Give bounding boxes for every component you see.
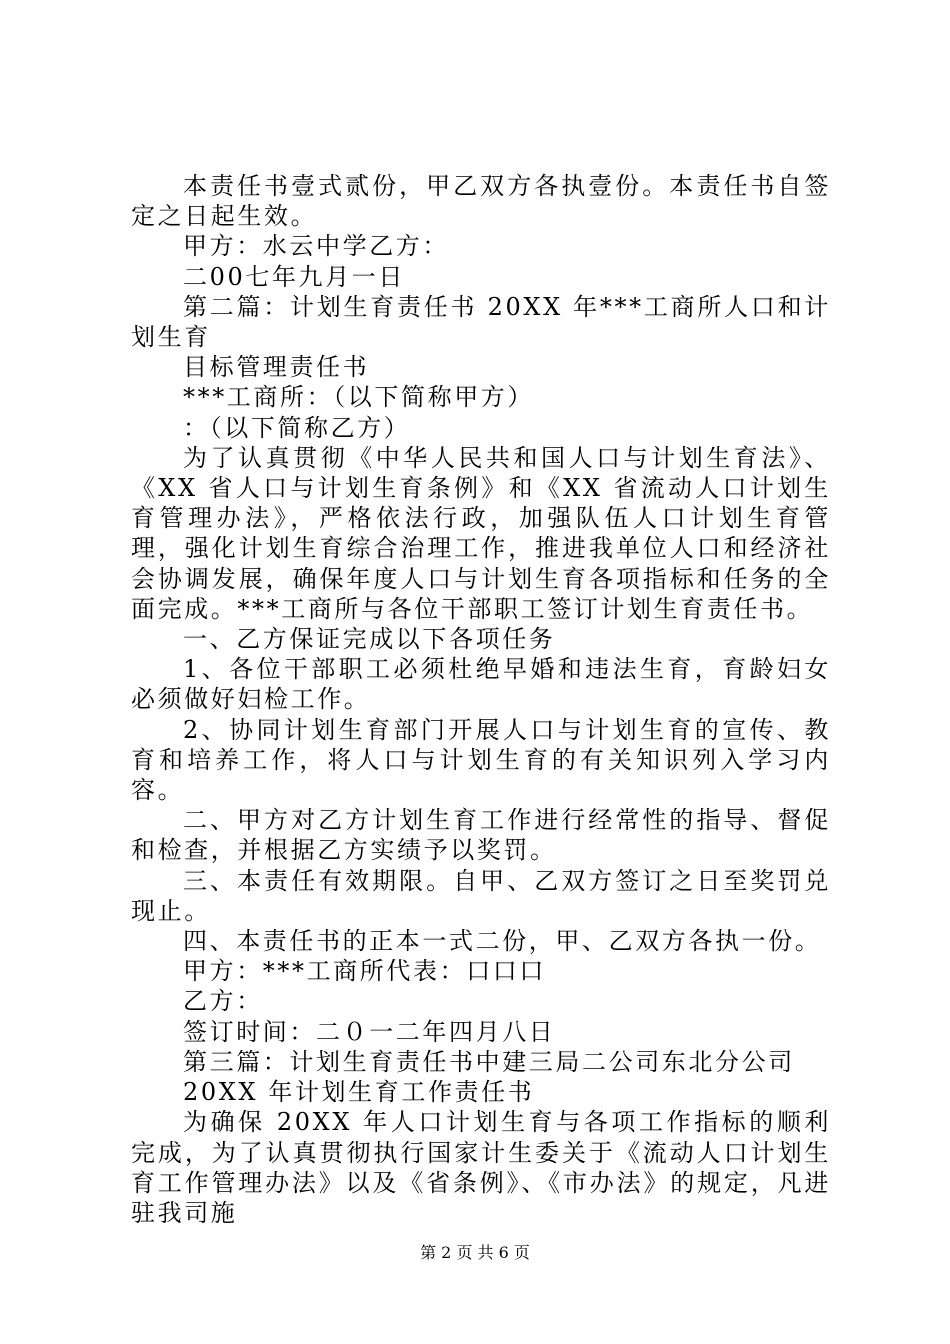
- paragraph-15-signature-a: 甲方：***工商所代表：口口口: [183, 957, 546, 986]
- paragraph-7-party-b: ：（以下简称乙方）: [183, 413, 411, 442]
- paragraph-18-section-three-heading: 第三篇：计划生育责任书中建三局二公司东北分公司: [183, 1047, 795, 1076]
- document-body: [131, 171, 831, 1228]
- paragraph-10-subitem-1: 1、各位干部职工必须杜绝早婚和违法生育，育龄妇女必须做好妇检工作。: [131, 655, 831, 714]
- paragraph-12-item-2: 二、甲方对乙方计划生育工作进行经常性的指导、督促和检查，并根据乙方实绩予以奖罚。: [131, 806, 831, 865]
- paragraph-2: 甲方：水云中学乙方：: [183, 232, 449, 261]
- paragraph-9-item-1: 一、乙方保证完成以下各项任务: [183, 625, 556, 654]
- paragraph-1: 本责任书壹式贰份，甲乙双方各执壹份。本责任书自签定之日起生效。: [131, 172, 831, 231]
- page-footer: 第 2 页 共 6 页: [420, 1243, 530, 1262]
- paragraph-4-section-two-heading: 第二篇：计划生育责任书 20XX 年***工商所人口和计划生育: [131, 292, 831, 352]
- paragraph-14-item-4: 四、本责任书的正本一式二份，甲、乙双方各执一份。: [183, 927, 822, 956]
- paragraph-17-sign-date: 签订时间：二０一二年四月八日: [183, 1017, 556, 1046]
- paragraph-3: 二00七年九月一日: [183, 262, 405, 291]
- paragraph-19-section-three-title: 20XX 年计划生育工作责任书: [183, 1078, 535, 1107]
- paragraph-20-section-three-body: 为确保 20XX 年人口计划生育与各项工作指标的顺利完成，为了认真贯彻执行国家计生委关于《流动人口计划生育工作管理办法》以及《省条例》、《市办法》的规定，凡进驻我司施: [131, 1108, 831, 1227]
- paragraph-5-subtitle: 目标管理责任书: [183, 353, 370, 382]
- paragraph-13-item-3: 三、本责任有效期限。自甲、乙双方签订之日至奖罚兑现止。: [131, 866, 831, 925]
- paragraph-11-subitem-2: 2、协同计划生育部门开展人口与计划生育的宣传、教育和培养工作，将人口与计划生育的有关知识列入学习内容。: [131, 715, 831, 805]
- paragraph-8-intro: 为了认真贯彻《中华人民共和国人口与计划生育法》、《XX 省人口与计划生育条例》和《XX 省流动人口计划生育管理办法》，严格依法行政，加强队伍人口计划生育管理，强化计划生育综合治理工作，推进我单位人口和经济社会协调发展，确保年度人口与计划生育各项指标和任务的全面完成。***工商所与各位干部职工签订计划生育责任书。: [131, 443, 831, 623]
- paragraph-6-party-a: ***工商所：（以下简称甲方）: [183, 383, 534, 412]
- paragraph-16-signature-b: 乙方：: [183, 987, 263, 1016]
